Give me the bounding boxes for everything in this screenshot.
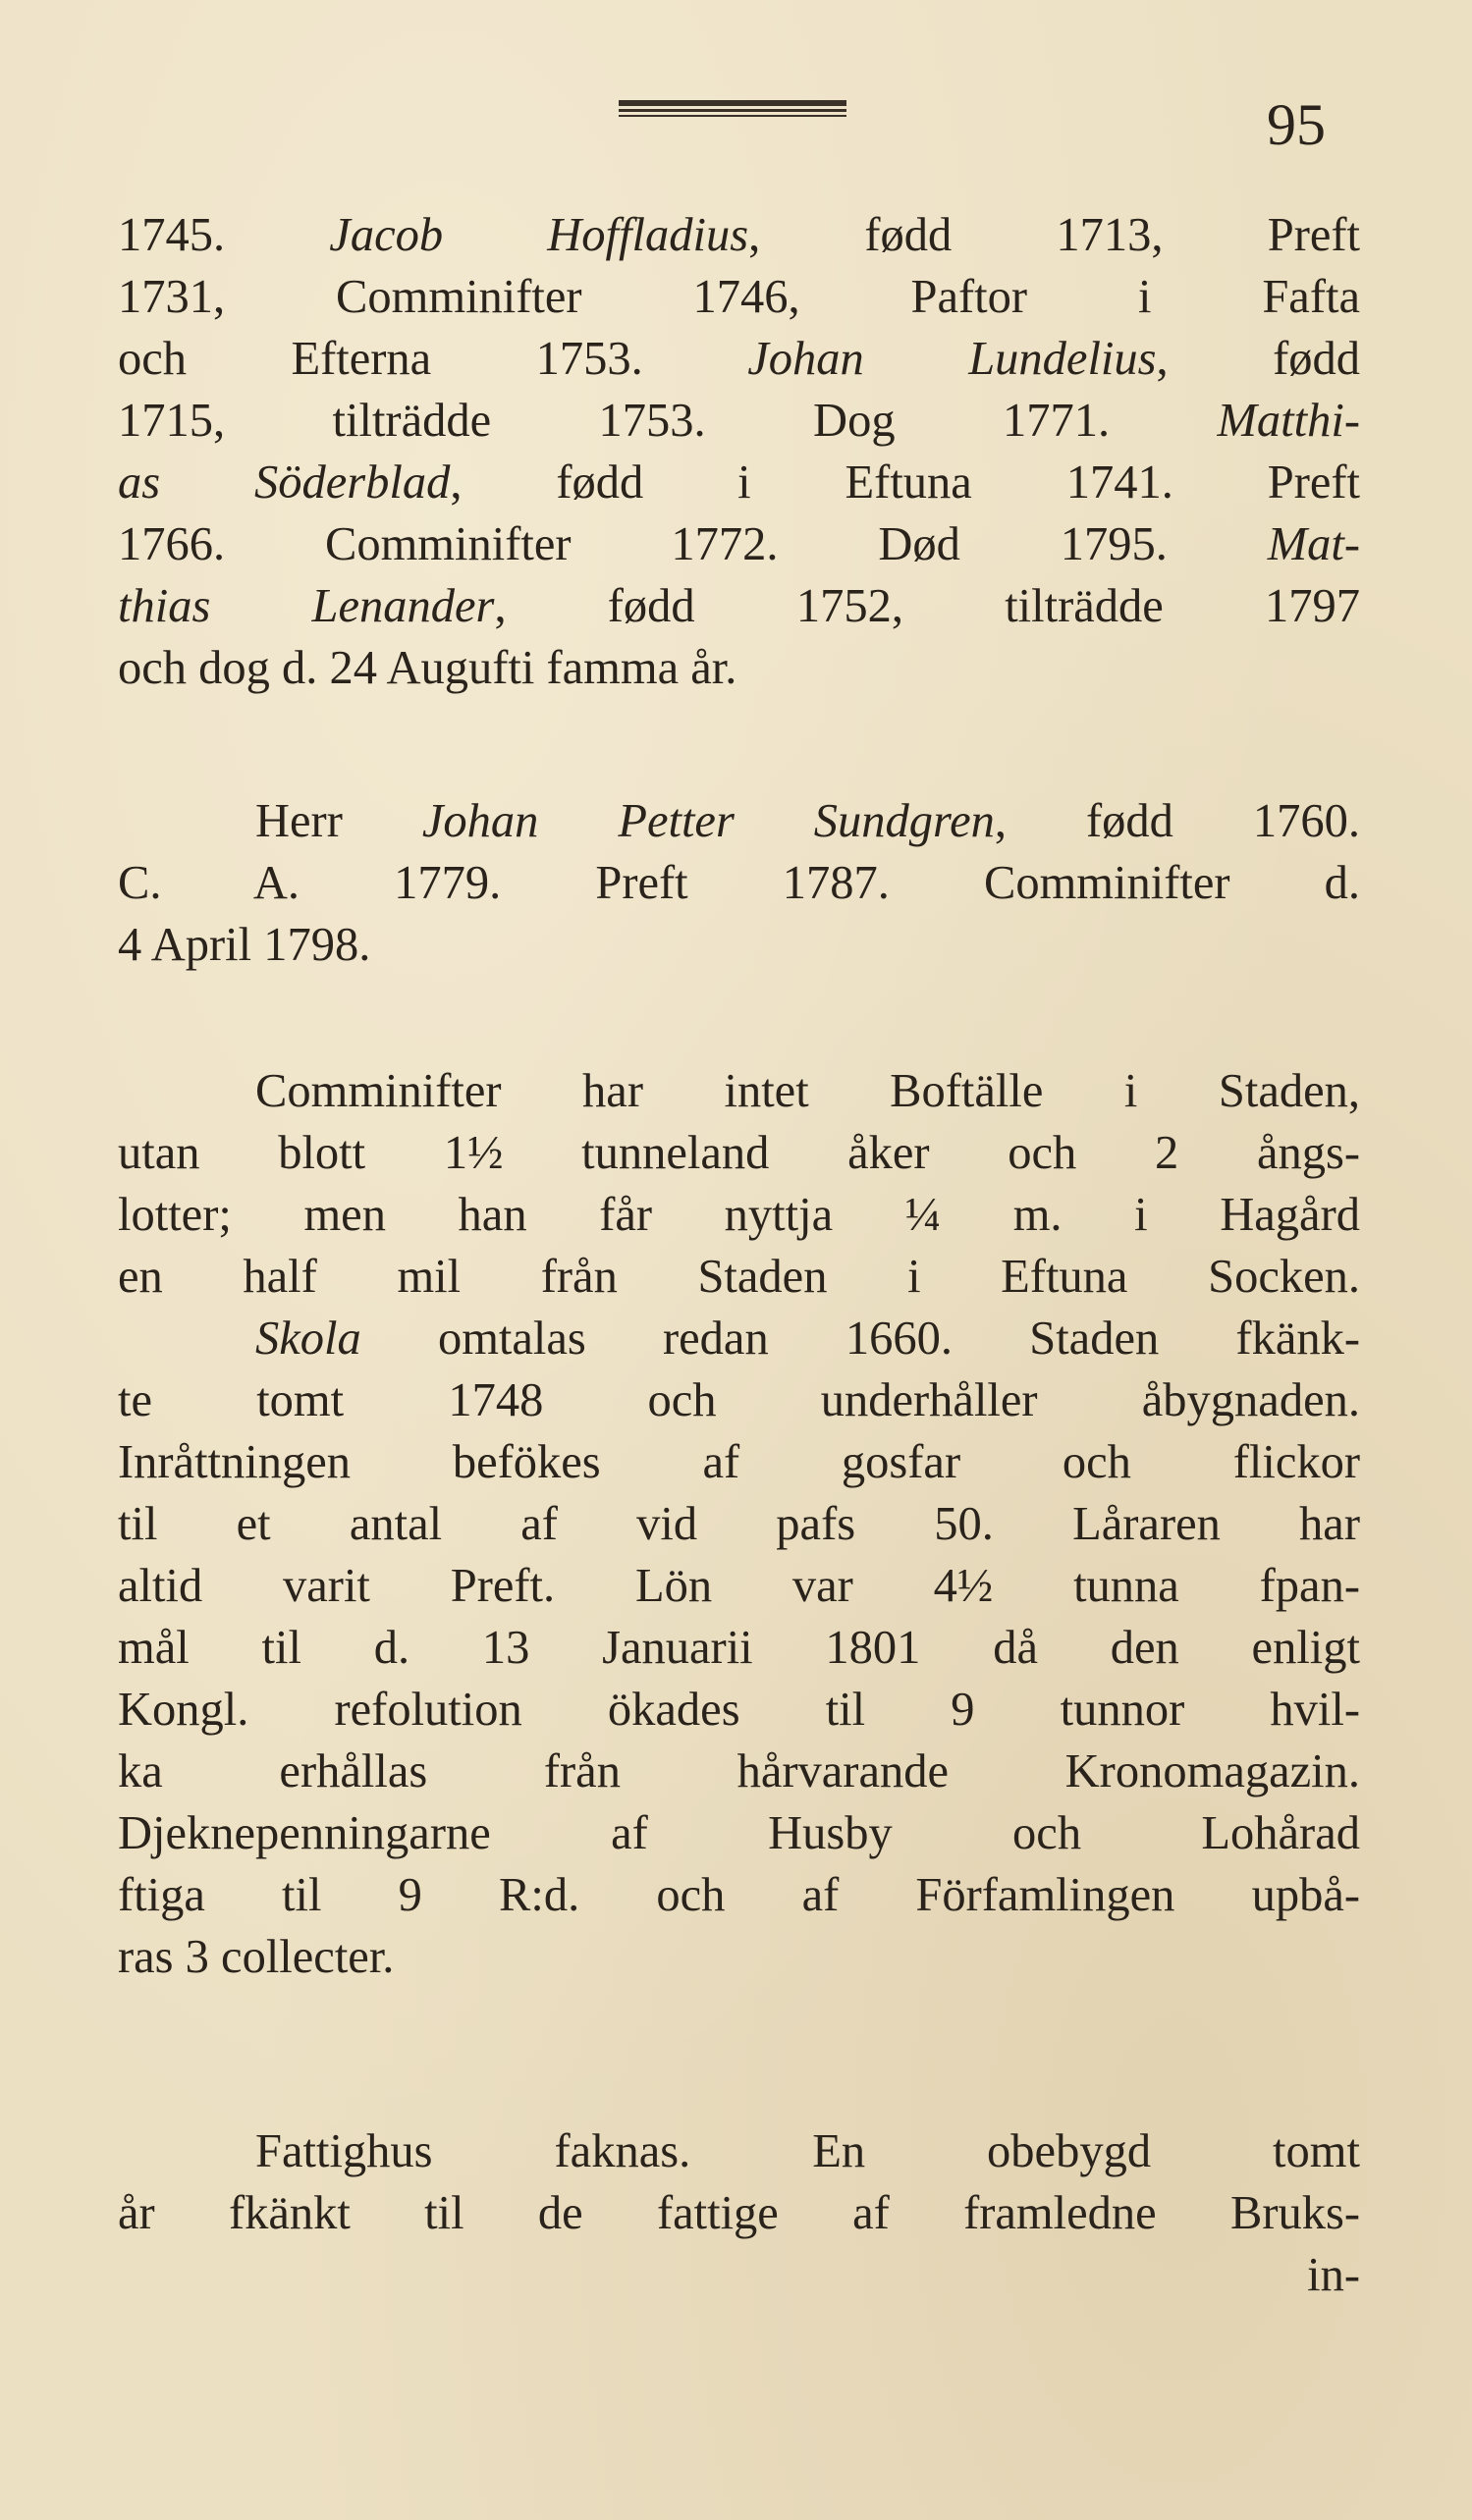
text-line: 1715, tilträdde 1753. Dog 1771. Matthi- [118,395,1360,447]
text-line: as Söderblad, fødd i Eftuna 1741. Preft [118,456,1360,509]
text-line: altid varit Preft. Lön var 4½ tunna fpan- [118,1560,1360,1612]
text-line: C. A. 1779. Preft 1787. Comminifter d. [118,857,1360,909]
text-line: ftiga til 9 R:d. och af Förfamlingen upbå- [118,1869,1360,1921]
text-line: 1766. Comminifter 1772. Død 1795. Mat- [118,518,1360,570]
text-line: mål til d. 13 Januarii 1801 då den enligt [118,1622,1360,1674]
text-line: te tomt 1748 och underhåller åbygnaden. [118,1374,1360,1426]
text-line: Djeknepenningarne af Husby och Lohårad [118,1807,1360,1859]
page-number: 95 [1267,92,1326,157]
text-line: Inråttningen befökes af gosfar och flickor [118,1436,1360,1488]
text-line: Skola omtalas redan 1660. Staden fkänk- [255,1313,1360,1365]
paragraph-1 [118,204,1360,699]
text-line: Herr Johan Petter Sundgren, fødd 1760. [255,795,1360,847]
text-line: lotter; men han får nyttja ¼ m. i Hagård [118,1189,1360,1241]
text-line: utan blott 1½ tunneland åker och 2 ångs- [118,1127,1360,1179]
text-line: Comminifter har intet Boftälle i Staden, [255,1065,1360,1117]
text-line: Fattighus faknas. En obebygd tomt [255,2125,1360,2177]
paragraph-4 [118,2120,1360,2306]
text-line: ka erhållas från hårvarande Kronomagazin. [118,1745,1360,1797]
paragraph-2 [118,790,1360,976]
header-rule-ornament [619,98,846,120]
text-line: 4 April 1798. [118,919,371,971]
text-line: år fkänkt til de fattige af framledne Bruks- [118,2187,1360,2239]
text-line: ras 3 collecter. [118,1931,395,1983]
text-line: thias Lenander, fødd 1752, tilträdde 1797 [118,580,1360,632]
text-line: til et antal af vid pafs 50. Låraren har [118,1498,1360,1550]
text-line: och Efterna 1753. Johan Lundelius, fødd [118,333,1361,385]
catchword: in- [1307,2249,1360,2301]
text-line: 1731, Comminifter 1746, Paftor i Fafta [118,271,1360,323]
text-line: en half mil från Staden i Eftuna Socken. [118,1251,1360,1303]
text-line: 1745. Jacob Hoffladius, fødd 1713, Preft [118,209,1361,261]
text-line: Kongl. refolution ökades til 9 tunnor hvil- [118,1684,1360,1736]
text-line: och dog d. 24 Augufti famma år. [118,642,737,694]
paragraph-3 [118,1060,1360,1988]
